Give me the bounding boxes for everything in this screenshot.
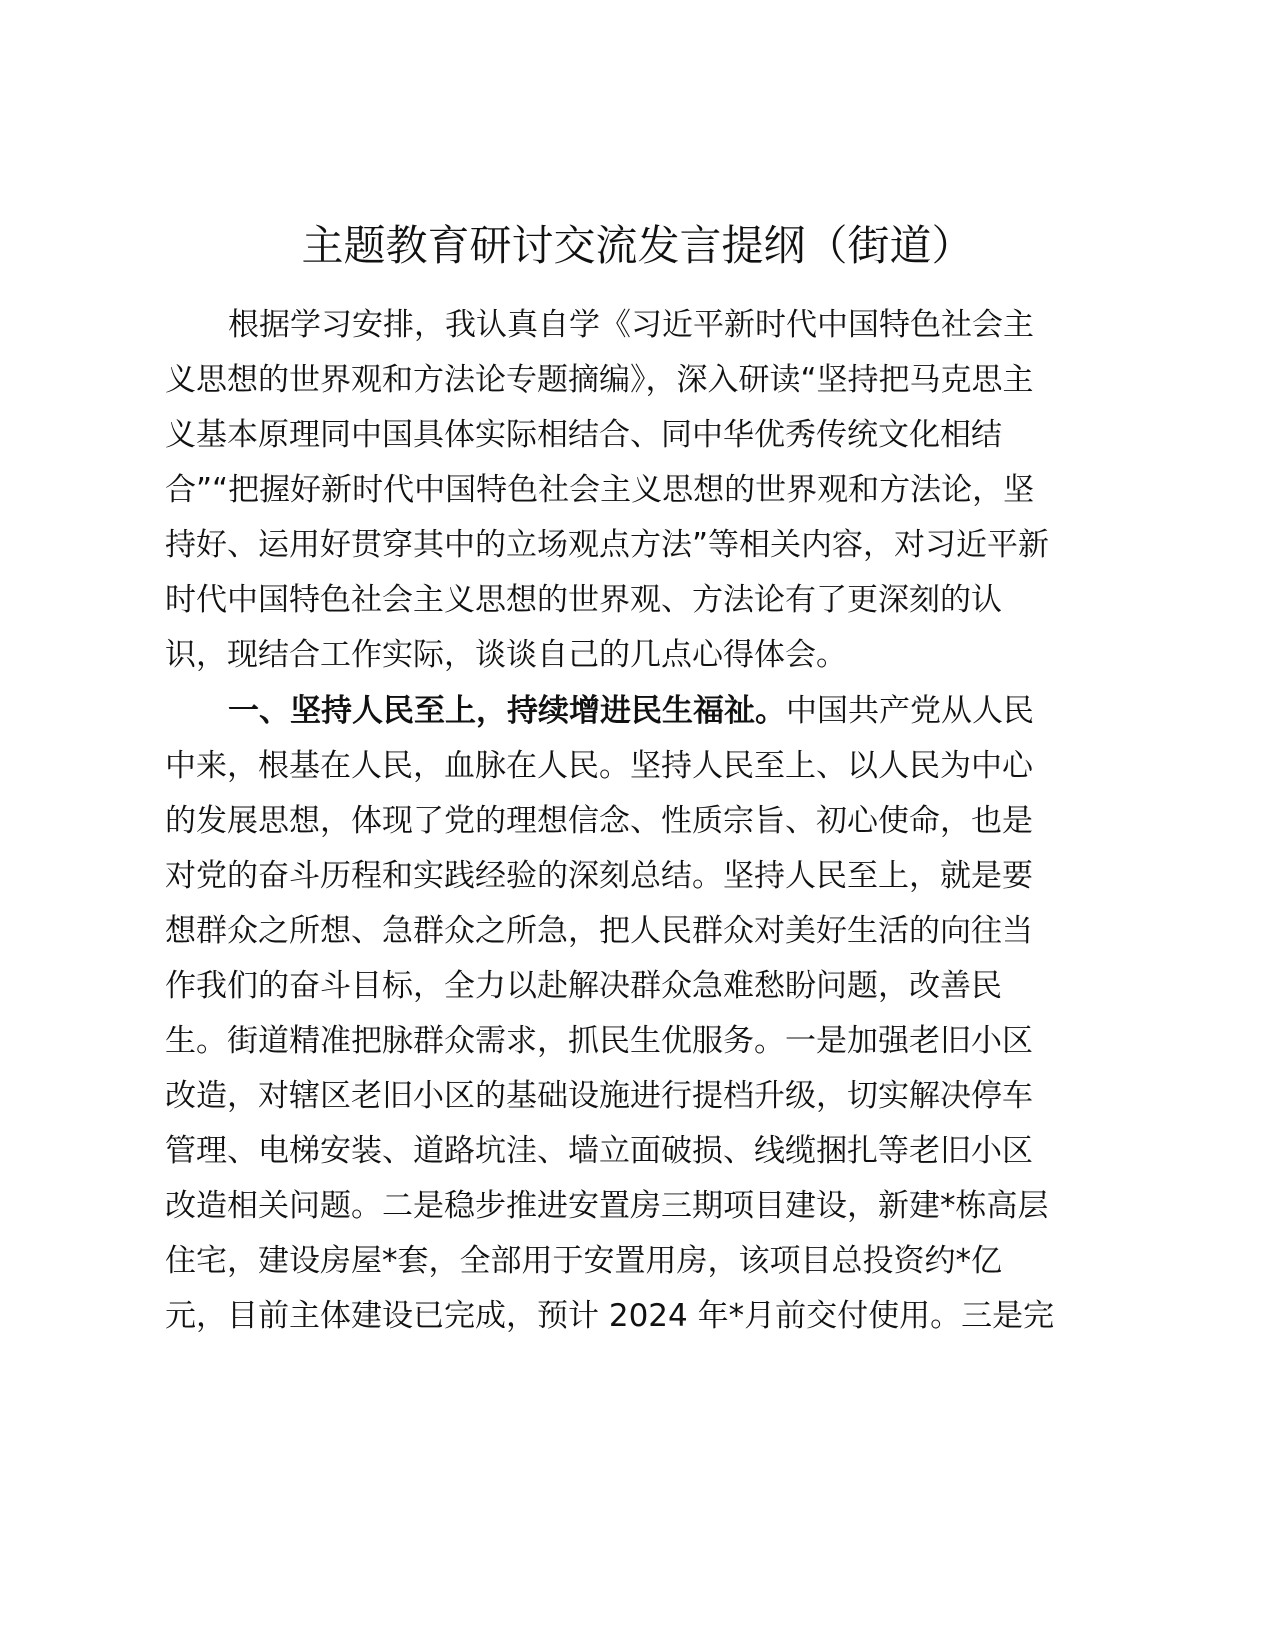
paragraph-1-line-7: 识，现结合工作实际，谈谈自己的几点心得体会。 — [165, 637, 847, 673]
paragraph-2-line-6: 作我们的奋斗目标，全力以赴解决群众急难愁盼问题，改善民 — [165, 968, 1002, 1004]
paragraph-1-line-3: 义基本原理同中国具体实际相结合、同中华优秀传统文化相结 — [165, 417, 1002, 453]
section-heading-1: 一、坚持人民至上，持续增进民生福祉。 — [228, 693, 786, 729]
paragraph-1-line-2: 义思想的世界观和方法论专题摘编》，深入研读“坚持把马克思主 — [165, 362, 1034, 398]
paragraph-1-line-5: 持好、运用好贯穿其中的立场观点方法”等相关内容，对习近平新 — [165, 527, 1050, 563]
paragraph-2-line-10: 改造相关问题。二是稳步推进安置房三期项目建设，新建*栋高层 — [165, 1188, 1049, 1224]
paragraph-2-line-11: 住宅，建设房屋*套，全部用于安置用房，该项目总投资约*亿 — [165, 1243, 1002, 1279]
paragraph-1-line-6: 时代中国特色社会主义思想的世界观、方法论有了更深刻的认 — [165, 582, 1002, 618]
paragraph-2-line-12: 元，目前主体建设已完成，预计 2024 年*月前交付使用。三是完 — [165, 1298, 1055, 1334]
paragraph-2-line-1 — [228, 691, 1034, 731]
paragraph-2-line-7: 生。街道精准把脉群众需求，抓民生优服务。一是加强老旧小区 — [165, 1023, 1033, 1059]
paragraph-2-line-5: 想群众之所想、急群众之所急，把人民群众对美好生活的向往当 — [165, 913, 1033, 949]
paragraph-1-line-1: 根据学习安排，我认真自学《习近平新时代中国特色社会主 — [228, 307, 1034, 343]
paragraph-2-line-9: 管理、电梯安装、道路坑洼、墙立面破损、线缆捆扎等老旧小区 — [165, 1133, 1033, 1169]
document-title: 主题教育研讨交流发言提纲（街道） — [301, 221, 974, 270]
paragraph-2-line-3: 的发展思想，体现了党的理想信念、性质宗旨、初心使命，也是 — [165, 803, 1033, 839]
paragraph-2-line-8: 改造，对辖区老旧小区的基础设施进行提档升级，切实解决停车 — [165, 1078, 1033, 1114]
paragraph-2-line-4: 对党的奋斗历程和实践经验的深刻总结。坚持人民至上，就是要 — [165, 858, 1033, 894]
paragraph-2-line-2: 中来，根基在人民，血脉在人民。坚持人民至上、以人民为中心 — [165, 748, 1033, 784]
paragraph-1-line-4: 合”“把握好新时代中国特色社会主义思想的世界观和方法论，坚 — [165, 472, 1035, 508]
paragraph-2-first-line-text: 中国共产党从人民 — [786, 693, 1034, 729]
